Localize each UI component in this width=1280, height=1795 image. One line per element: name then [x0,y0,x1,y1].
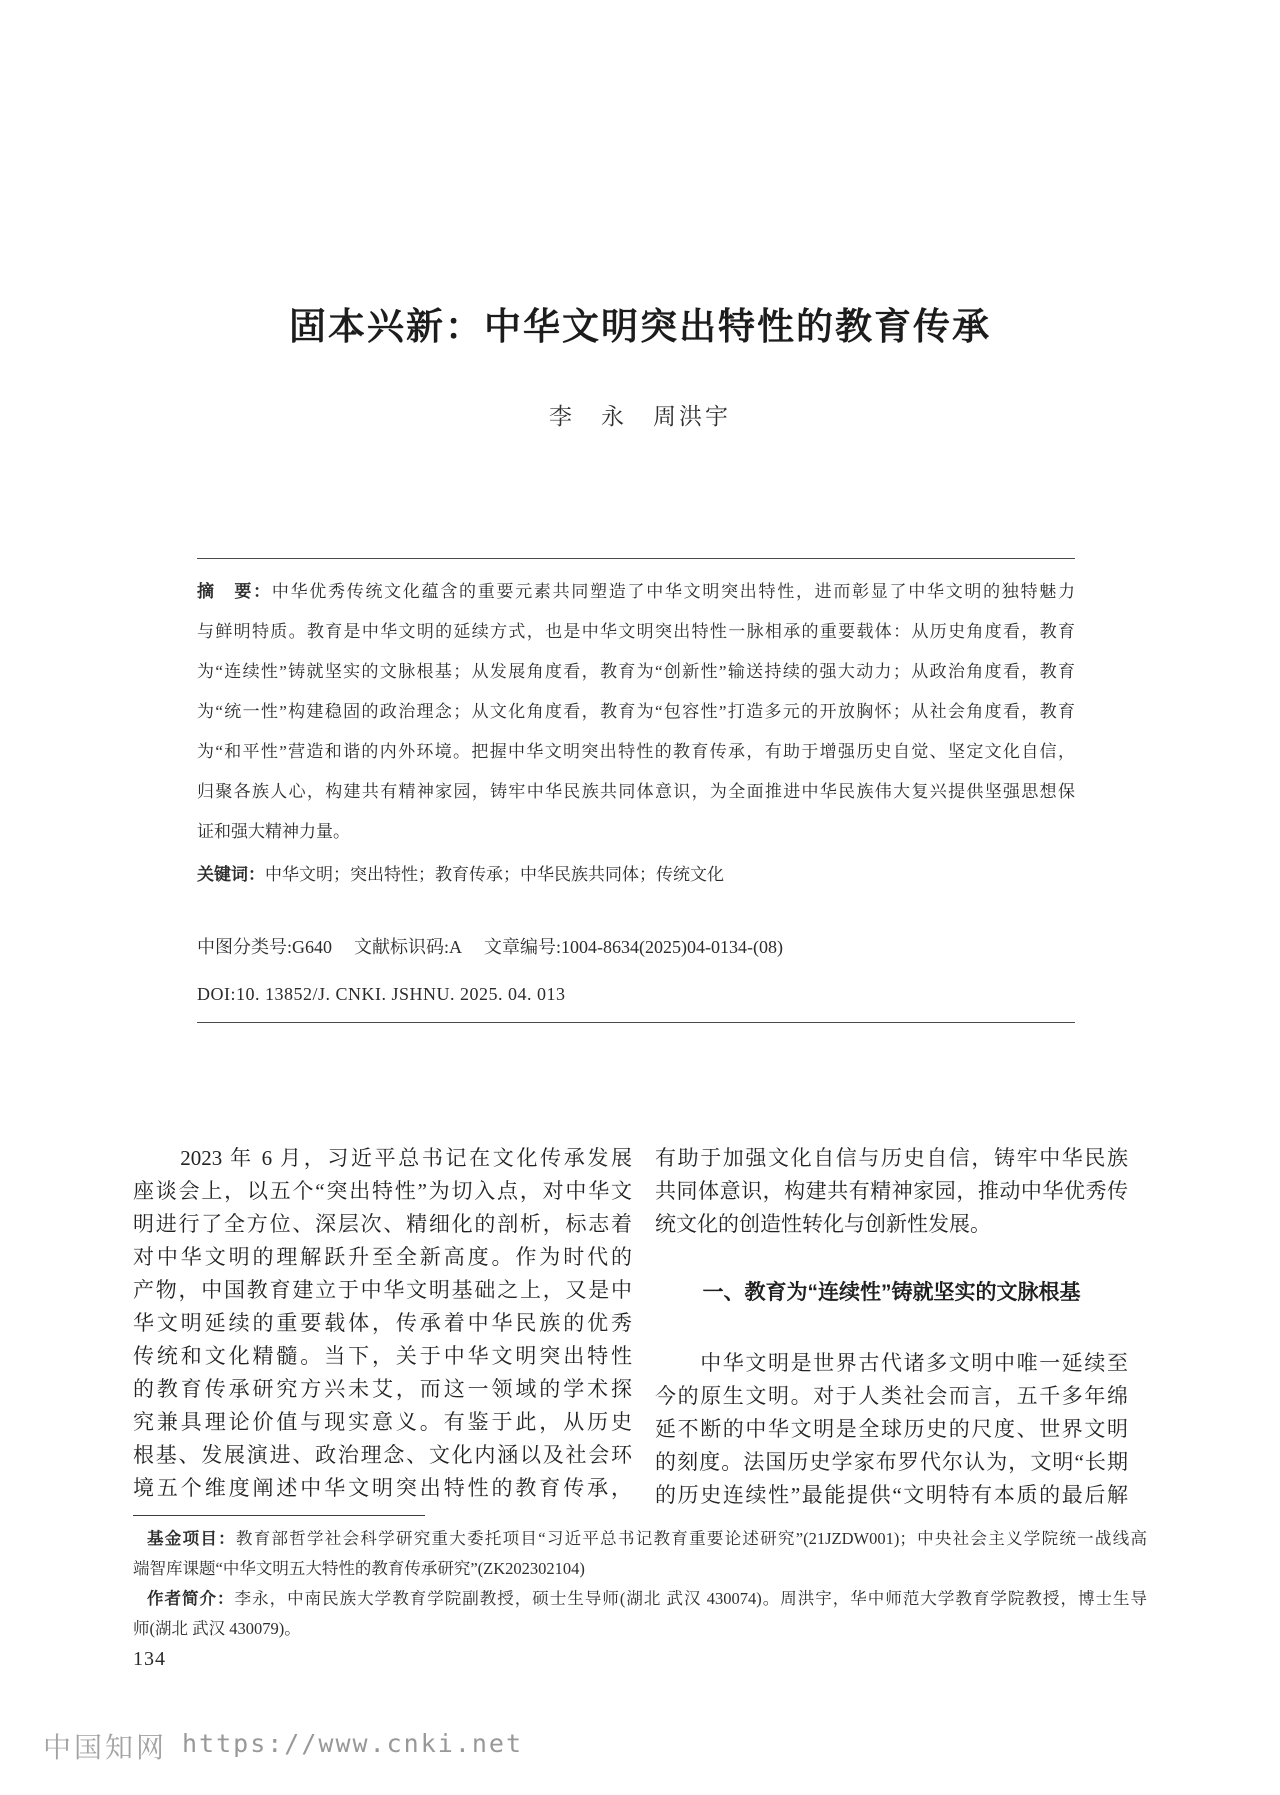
text-line: 座谈会上，以五个“突出特性”为切入点，对中华文 [133,1179,632,1203]
page-number: 134 [133,1648,166,1670]
text-line: 华文明延续的重要载体，传承着中华民族的优秀 [133,1311,632,1335]
author-note-line1 [133,1584,1147,1614]
text-line: 与鲜明特质。教育是中华文明的延续方式，也是中华文明突出特性一脉相承的重要载体：从历史角度看，教育 [197,622,1075,641]
text-line: 为“统一性”构建稳固的政治理念；从文化角度看，教育为“包容性”打造多元的开放胸怀；从社会角度看，教育 [197,702,1075,721]
text-line: 统文化的创造性转化与创新性发展。 [655,1212,991,1236]
doi-line: DOI:10. 13852/J. CNKI. JSHNU. 2025. 04. 013 [197,984,566,1004]
footnotes [133,1524,1147,1644]
fund-note-text1: 教育部哲学社会科学研究重大委托项目“习近平总书记教育重要论述研究”(21JZDW001)；中央社会主义学院统一战线高 [235,1529,1147,1548]
authors-line: 李 永 周洪宇 [549,404,731,429]
text-line: 归聚各族人心，构建共有精神家园，铸牢中华民族共同体意识，为全面推进中华民族伟大复兴提供坚强思想保 [197,782,1075,801]
author-note-label: 作者简介： [147,1590,235,1608]
body-right-column-para1 [655,1142,1128,1241]
fund-note-label: 基金项目： [147,1530,236,1548]
footnote-divider [133,1515,425,1516]
meta-line [197,933,1075,959]
abstract-lines [197,612,1075,852]
abstract-top-rule [197,558,1075,559]
keywords-label: 关键词： [197,865,265,884]
text-line: 对中华文明的理解跃升至全新高度。作为时代的 [133,1245,632,1269]
text-line: 根基、发展演进、政治理念、文化内涵以及社会环 [133,1443,632,1467]
text-line: 明进行了全方位、深层次、精细化的剖析，标志着 [133,1212,632,1236]
keywords-text: 中华文明；突出特性；教育传承；中华民族共同体；传统文化 [265,865,724,884]
text-line: 产物，中国教育建立于中华文明基础之上，又是中 [133,1278,632,1302]
fund-note-line2: 端智库课题“中华文明五大特性的教育传承研究”(ZK202302104) [133,1559,585,1578]
abstract-block [197,572,1075,852]
abstract-first-line-text: 中华优秀传统文化蕴含的重要元素共同塑造了中华文明突出特性，进而彰显了中华文明的独特魅力 [271,582,1075,601]
cnki-watermark-url: https://www.cnki.net [182,1729,524,1758]
clc-number: 中图分类号:G640 [197,937,332,957]
keywords-line [197,860,1075,885]
article-title: 固本兴新：中华文明突出特性的教育传承 [289,306,991,347]
text-line: 2023 年 6 月，习近平总书记在文化传承发展 [133,1146,632,1170]
document-code: 文献标识码:A [354,937,462,957]
header-bottom-rule [197,1022,1075,1023]
text-line: 延不断的中华文明是全球历史的尺度、世界文明 [655,1417,1128,1441]
cnki-watermark-logo: 中国知网 [43,1733,168,1764]
text-line: 境五个维度阐述中华文明突出特性的教育传承， [133,1476,632,1500]
text-line: 的刻度。法国历史学家布罗代尔认为，文明“长期 [655,1450,1128,1474]
abstract-label: 摘 要： [197,582,272,601]
text-line: 今的原生文明。对于人类社会而言，五千多年绵 [655,1384,1128,1408]
text-line: 传统和文化精髓。当下，关于中华文明突出特性 [133,1344,632,1368]
text-line: 为“连续性”铸就坚实的文脉根基；从发展角度看，教育为“创新性”输送持续的强大动力；从政治角度看，教育 [197,662,1075,681]
fund-note-line1 [133,1524,1147,1554]
text-line: 有助于加强文化自信与历史自信，铸牢中华民族 [655,1146,1128,1170]
text-line: 中华文明是世界古代诸多文明中唯一延续至 [655,1351,1128,1375]
text-line: 究兼具理论价值与现实意义。有鉴于此，从历史 [133,1410,632,1434]
abstract-first-line [197,572,1075,612]
text-line: 共同体意识，构建共有精神家园，推动中华优秀传 [655,1179,1128,1203]
author-note-text1: 李永，中南民族大学教育学院副教授，硕士生导师(湖北 武汉 430074)。周洪宇，华中师范大学教育学院教授，博士生导 [234,1589,1147,1608]
text-line: 证和强大精神力量。 [197,822,350,841]
article-number: 文章编号:1004-8634(2025)04-0134-(08) [484,937,783,957]
author-note-line2: 师(湖北 武汉 430079)。 [133,1619,301,1638]
body-left-column [133,1142,632,1505]
text-line: 的历史连续性”最能提供“文明特有本质的最后解 [655,1483,1128,1507]
section-heading-1: 一、教育为“连续性”铸就坚实的文脉根基 [702,1281,1081,1304]
body-right-column-para2 [655,1347,1128,1512]
title-wrap [133,296,1147,350]
text-line: 的教育传承研究方兴未艾，而这一领域的学术探 [133,1377,632,1401]
text-line: 为“和平性”营造和谐的内外环境。把握中华文明突出特性的教育传承，有助于增强历史自觉、坚定文化自信， [197,742,1075,761]
